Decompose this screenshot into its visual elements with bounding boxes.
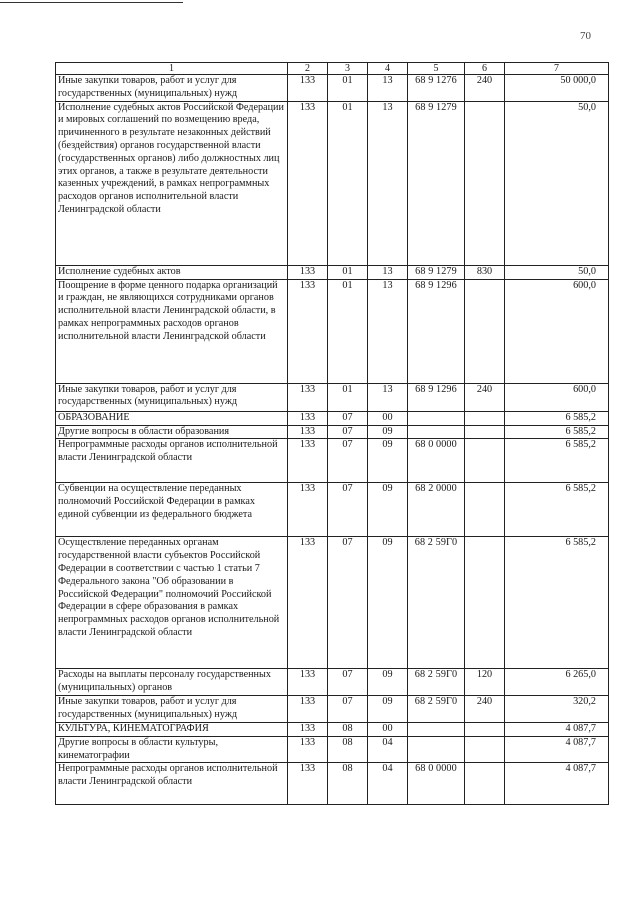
row-name-cell: КУЛЬТУРА, КИНЕМАТОГРАФИЯ xyxy=(56,722,288,736)
row-amount-cell: 4 087,7 xyxy=(505,722,609,736)
row-type-cell xyxy=(465,722,505,736)
row-amount-cell: 600,0 xyxy=(505,383,609,411)
row-type-cell xyxy=(465,411,505,425)
row-name-cell: Непрограммные расходы органов исполнительной власти Ленинградской области xyxy=(56,763,288,805)
table-row xyxy=(56,265,609,279)
row-subsection-cell: 04 xyxy=(368,763,408,805)
row-subsection-cell: 04 xyxy=(368,736,408,763)
table-row xyxy=(56,411,609,425)
header-cell: 2 xyxy=(288,63,328,75)
row-target-cell xyxy=(408,722,465,736)
row-amount-cell: 6 585,2 xyxy=(505,425,609,439)
row-subsection-cell: 13 xyxy=(368,265,408,279)
row-type-cell xyxy=(465,279,505,383)
table-row xyxy=(56,736,609,763)
row-name-cell: Исполнение судебных актов Российской Федерации и мировых соглашений по возмещению вреда, причиненного в результате незаконных действий (бездействия) органов государственной власти (государственных органов) либо должностных лиц этих органов, а также в результате деятельности казенных учреждений, в рамках непрограммных расходов органов исполнительной власти Ленинградской области xyxy=(56,101,288,265)
row-target-cell: 68 0 0000 xyxy=(408,763,465,805)
row-target-cell: 68 9 1296 xyxy=(408,383,465,411)
row-section-cell: 01 xyxy=(328,279,368,383)
row-code-cell: 133 xyxy=(288,101,328,265)
row-target-cell: 68 2 0000 xyxy=(408,483,465,537)
row-type-cell: 120 xyxy=(465,669,505,696)
row-type-cell: 240 xyxy=(465,75,505,102)
row-section-cell: 01 xyxy=(328,265,368,279)
row-name-cell: Субвенции на осуществление переданных полномочий Российской Федерации в рамках единой субвенции из федерального бюджета xyxy=(56,483,288,537)
row-type-cell xyxy=(465,101,505,265)
row-section-cell: 01 xyxy=(328,383,368,411)
header-cell: 7 xyxy=(505,63,609,75)
row-code-cell: 133 xyxy=(288,383,328,411)
row-target-cell xyxy=(408,736,465,763)
row-target-cell: 68 9 1279 xyxy=(408,265,465,279)
row-amount-cell: 50,0 xyxy=(505,265,609,279)
row-target-cell: 68 9 1296 xyxy=(408,279,465,383)
table-row xyxy=(56,695,609,722)
row-amount-cell: 6 585,2 xyxy=(505,439,609,483)
row-code-cell: 133 xyxy=(288,483,328,537)
table-row xyxy=(56,439,609,483)
budget-table xyxy=(55,62,609,805)
row-subsection-cell: 09 xyxy=(368,695,408,722)
row-code-cell: 133 xyxy=(288,75,328,102)
row-type-cell: 240 xyxy=(465,695,505,722)
row-section-cell: 08 xyxy=(328,763,368,805)
row-subsection-cell: 09 xyxy=(368,669,408,696)
table-row xyxy=(56,279,609,383)
row-code-cell: 133 xyxy=(288,411,328,425)
row-name-cell: Другие вопросы в области культуры, кинематографии xyxy=(56,736,288,763)
table-row xyxy=(56,537,609,669)
table-row xyxy=(56,101,609,265)
row-section-cell: 01 xyxy=(328,101,368,265)
row-section-cell: 07 xyxy=(328,425,368,439)
row-section-cell: 07 xyxy=(328,669,368,696)
row-target-cell xyxy=(408,425,465,439)
row-section-cell: 01 xyxy=(328,75,368,102)
row-amount-cell: 50,0 xyxy=(505,101,609,265)
row-name-cell: Исполнение судебных актов xyxy=(56,265,288,279)
row-subsection-cell: 09 xyxy=(368,425,408,439)
row-amount-cell: 320,2 xyxy=(505,695,609,722)
row-subsection-cell: 00 xyxy=(368,411,408,425)
row-target-cell: 68 2 59Г0 xyxy=(408,537,465,669)
header-cell: 1 xyxy=(56,63,288,75)
row-name-cell: Непрограммные расходы органов исполнительной власти Ленинградской области xyxy=(56,439,288,483)
row-target-cell: 68 2 59Г0 xyxy=(408,669,465,696)
row-type-cell xyxy=(465,736,505,763)
table-row xyxy=(56,425,609,439)
row-type-cell xyxy=(465,425,505,439)
row-name-cell: Осуществление переданных органам государственной власти субъектов Российской Федерации в соответствии с частью 1 статьи 7 Федерального закона "Об образовании в Российской Федерации" полномочий Российской Федерации в сфере образования в рамках непрограммных расходов органов исполнительной власти Ленинградской области xyxy=(56,537,288,669)
row-subsection-cell: 13 xyxy=(368,75,408,102)
row-code-cell: 133 xyxy=(288,279,328,383)
row-section-cell: 08 xyxy=(328,736,368,763)
header-row xyxy=(56,63,609,75)
row-type-cell xyxy=(465,439,505,483)
page-number: 70 xyxy=(580,30,591,42)
row-name-cell: Расходы на выплаты персоналу государственных (муниципальных) органов xyxy=(56,669,288,696)
header-cell: 6 xyxy=(465,63,505,75)
row-subsection-cell: 13 xyxy=(368,279,408,383)
row-amount-cell: 6 585,2 xyxy=(505,537,609,669)
row-section-cell: 07 xyxy=(328,695,368,722)
header-cell: 4 xyxy=(368,63,408,75)
row-section-cell: 07 xyxy=(328,483,368,537)
row-subsection-cell: 13 xyxy=(368,101,408,265)
row-section-cell: 07 xyxy=(328,439,368,483)
row-type-cell xyxy=(465,537,505,669)
table-row xyxy=(56,669,609,696)
row-subsection-cell: 00 xyxy=(368,722,408,736)
row-section-cell: 07 xyxy=(328,537,368,669)
row-amount-cell: 6 585,2 xyxy=(505,411,609,425)
row-target-cell: 68 9 1279 xyxy=(408,101,465,265)
row-amount-cell: 6 265,0 xyxy=(505,669,609,696)
row-name-cell: Иные закупки товаров, работ и услуг для государственных (муниципальных) нужд xyxy=(56,695,288,722)
row-subsection-cell: 09 xyxy=(368,439,408,483)
row-amount-cell: 4 087,7 xyxy=(505,763,609,805)
row-target-cell xyxy=(408,411,465,425)
row-amount-cell: 50 000,0 xyxy=(505,75,609,102)
row-amount-cell: 600,0 xyxy=(505,279,609,383)
table-row xyxy=(56,763,609,805)
row-code-cell: 133 xyxy=(288,439,328,483)
top-rule xyxy=(0,2,183,3)
row-code-cell: 133 xyxy=(288,425,328,439)
row-code-cell: 133 xyxy=(288,763,328,805)
row-amount-cell: 6 585,2 xyxy=(505,483,609,537)
row-code-cell: 133 xyxy=(288,669,328,696)
header-cell: 5 xyxy=(408,63,465,75)
row-code-cell: 133 xyxy=(288,722,328,736)
row-subsection-cell: 09 xyxy=(368,537,408,669)
row-subsection-cell: 13 xyxy=(368,383,408,411)
row-subsection-cell: 09 xyxy=(368,483,408,537)
row-name-cell: Иные закупки товаров, работ и услуг для государственных (муниципальных) нужд xyxy=(56,75,288,102)
row-type-cell: 830 xyxy=(465,265,505,279)
row-section-cell: 07 xyxy=(328,411,368,425)
row-type-cell: 240 xyxy=(465,383,505,411)
row-amount-cell: 4 087,7 xyxy=(505,736,609,763)
row-code-cell: 133 xyxy=(288,695,328,722)
row-name-cell: Другие вопросы в области образования xyxy=(56,425,288,439)
row-type-cell xyxy=(465,763,505,805)
row-name-cell: ОБРАЗОВАНИЕ xyxy=(56,411,288,425)
row-target-cell: 68 0 0000 xyxy=(408,439,465,483)
table-row xyxy=(56,483,609,537)
row-code-cell: 133 xyxy=(288,537,328,669)
row-code-cell: 133 xyxy=(288,265,328,279)
row-code-cell: 133 xyxy=(288,736,328,763)
table-row xyxy=(56,722,609,736)
header-cell: 3 xyxy=(328,63,368,75)
row-name-cell: Поощрение в форме ценного подарка организаций и граждан, не являющихся сотрудниками органов исполнительной власти Ленинградской области, в рамках непрограммных расходов органов исполнительной власти Ленинградской области xyxy=(56,279,288,383)
table-row xyxy=(56,383,609,411)
row-target-cell: 68 2 59Г0 xyxy=(408,695,465,722)
row-name-cell: Иные закупки товаров, работ и услуг для государственных (муниципальных) нужд xyxy=(56,383,288,411)
row-target-cell: 68 9 1276 xyxy=(408,75,465,102)
row-section-cell: 08 xyxy=(328,722,368,736)
table-row xyxy=(56,75,609,102)
row-type-cell xyxy=(465,483,505,537)
